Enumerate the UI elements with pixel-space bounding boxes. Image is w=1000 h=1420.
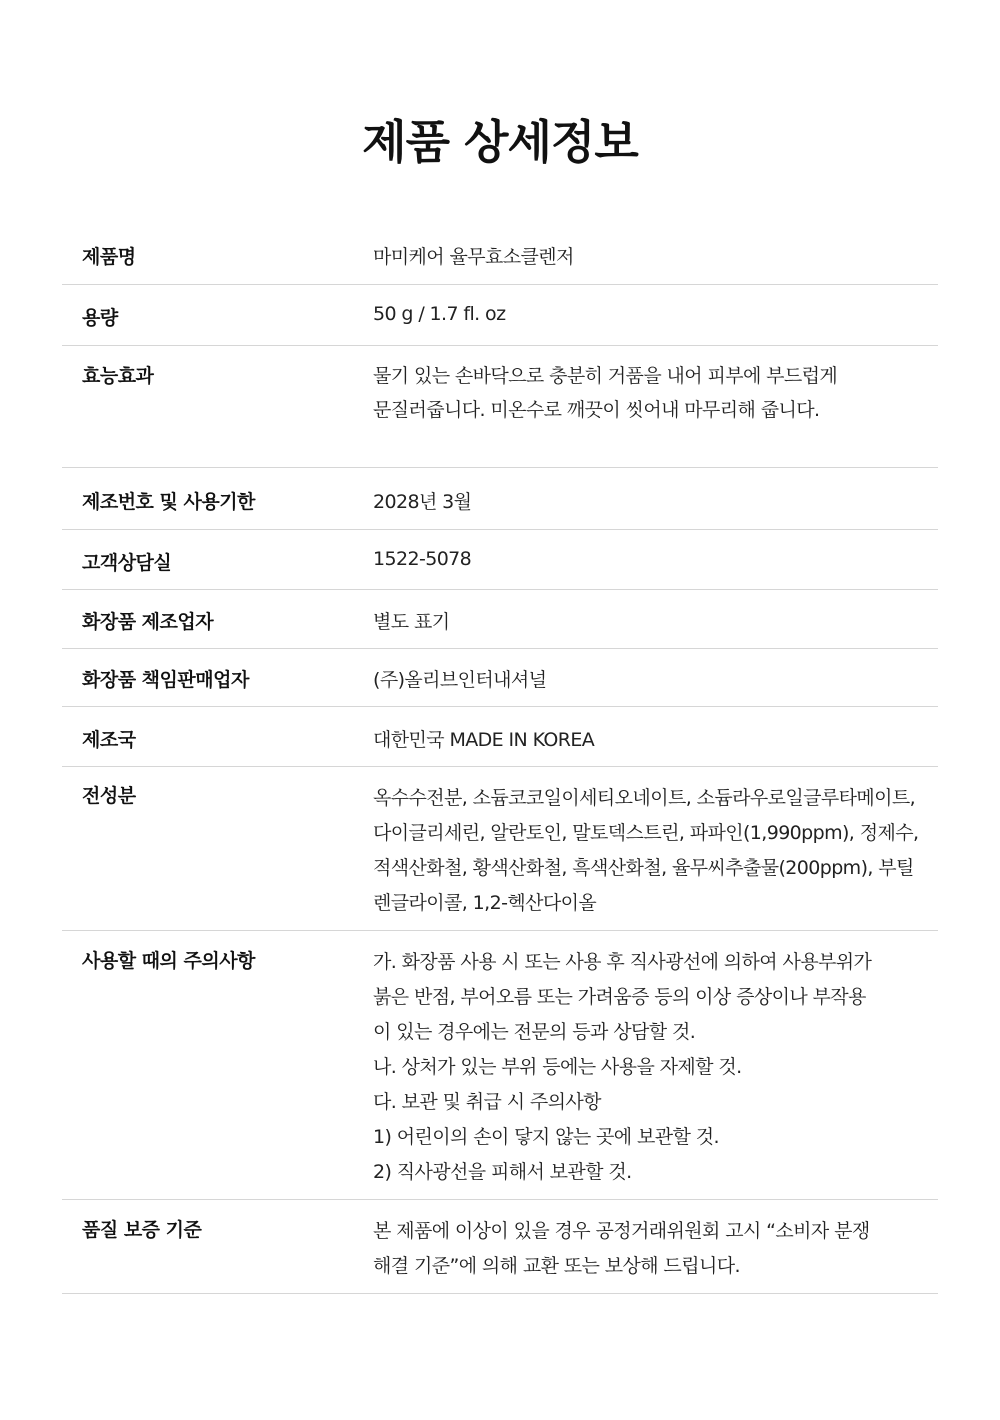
value-line: 1) 어린이의 손이 닿지 않는 곳에 보관할 것. bbox=[373, 1126, 719, 1148]
row-label: 용량 bbox=[82, 307, 118, 329]
row-value bbox=[373, 242, 938, 284]
row-batch-expiry bbox=[62, 468, 938, 530]
row-ingredients bbox=[62, 767, 938, 931]
row-distributor bbox=[62, 649, 938, 707]
value-line: 렌글라이콜, 1,2-헥산다이올 bbox=[373, 892, 597, 914]
value-line: 가. 화장품 사용 시 또는 사용 후 직사광선에 의하여 사용부위가 bbox=[373, 951, 872, 973]
row-value bbox=[373, 1214, 938, 1293]
value-line: 다이글리세린, 알란토인, 말토덱스트린, 파파인(1,990ppm), 정제수, bbox=[373, 822, 919, 844]
row-label: 제품명 bbox=[82, 246, 136, 268]
row-efficacy bbox=[62, 346, 938, 468]
page-title: 제품 상세정보 bbox=[362, 115, 638, 169]
row-quality-guarantee bbox=[62, 1200, 938, 1294]
row-value bbox=[373, 665, 938, 706]
value-line: 본 제품에 이상이 있을 경우 공정거래위원회 고시 “소비자 분쟁 bbox=[373, 1220, 870, 1242]
row-product-name bbox=[62, 224, 938, 285]
row-manufacturer bbox=[62, 590, 938, 649]
value-line: 1522-5078 bbox=[373, 548, 472, 570]
row-customer-center bbox=[62, 530, 938, 590]
product-info-table bbox=[62, 224, 938, 1294]
value-line: 별도 표기 bbox=[373, 611, 450, 633]
value-line: 적색산화철, 황색산화철, 흑색산화철, 율무씨추출물(200ppm), 부틸 bbox=[373, 857, 914, 879]
value-line: 붉은 반점, 부어오름 또는 가려움증 등의 이상 증상이나 부작용 bbox=[373, 986, 866, 1008]
row-value bbox=[373, 945, 938, 1199]
row-label: 효능효과 bbox=[82, 365, 154, 387]
value-line: 2) 직사광선을 피해서 보관할 것. bbox=[373, 1161, 632, 1183]
row-label: 화장품 책임판매업자 bbox=[82, 669, 249, 691]
value-line: (주)올리브인터내셔널 bbox=[373, 669, 547, 691]
value-line: 나. 상처가 있는 부위 등에는 사용을 자제할 것. bbox=[373, 1056, 742, 1078]
value-line: 마미케어 율무효소클렌저 bbox=[373, 246, 574, 268]
row-value bbox=[373, 359, 938, 467]
value-line: 문질러줍니다. 미온수로 깨끗이 씻어내 마무리해 줍니다. bbox=[373, 399, 820, 421]
row-value bbox=[373, 725, 938, 766]
row-value bbox=[373, 548, 938, 589]
value-line: 옥수수전분, 소듐코코일이세티오네이트, 소듐라우로일글루타메이트, bbox=[373, 787, 916, 809]
row-value bbox=[373, 781, 938, 930]
row-label: 사용할 때의 주의사항 bbox=[82, 950, 255, 972]
row-label: 고객상담실 bbox=[82, 552, 172, 574]
row-label: 화장품 제조업자 bbox=[82, 611, 214, 633]
row-value bbox=[373, 487, 938, 529]
value-line: 대한민국 MADE IN KOREA bbox=[373, 729, 595, 751]
value-line: 50 g / 1.7 fl. oz bbox=[373, 303, 506, 325]
value-line: 물기 있는 손바닥으로 충분히 거품을 내어 피부에 부드럽게 bbox=[373, 365, 838, 387]
row-volume bbox=[62, 285, 938, 346]
value-line: 이 있는 경우에는 전문의 등과 상담할 것. bbox=[373, 1021, 696, 1043]
row-precautions bbox=[62, 931, 938, 1200]
row-label: 전성분 bbox=[82, 785, 136, 807]
row-label: 제조국 bbox=[82, 729, 136, 751]
row-country bbox=[62, 707, 938, 767]
row-value bbox=[373, 303, 938, 345]
value-line: 해결 기준”에 의해 교환 또는 보상해 드립니다. bbox=[373, 1255, 740, 1277]
row-label: 품질 보증 기준 bbox=[82, 1219, 202, 1241]
value-line: 2028년 3월 bbox=[373, 491, 472, 513]
row-value bbox=[373, 607, 938, 648]
value-line: 다. 보관 및 취급 시 주의사항 bbox=[373, 1091, 601, 1113]
row-label: 제조번호 및 사용기한 bbox=[82, 491, 255, 513]
